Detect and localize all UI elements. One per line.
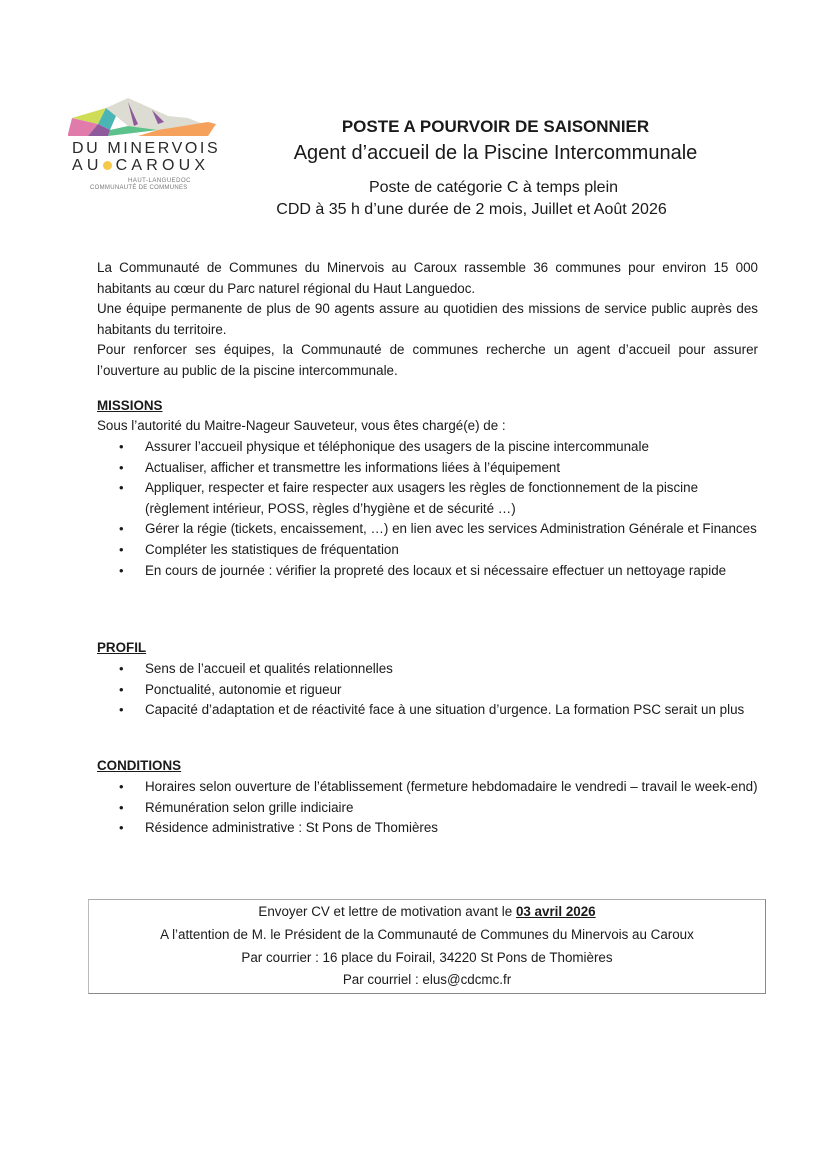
intro-paragraph-1: La Communauté de Communes du Minervois au Caroux rassemble 36 communes pour environ 15 000 habitants au cœur du Parc naturel régional du Haut Languedoc. xyxy=(97,260,758,296)
page-title: POSTE A POURVOIR DE SAISONNIER xyxy=(341,117,650,136)
conditions-list xyxy=(97,777,762,839)
logo-subtitle-region: HAUT-LANGUEDOC xyxy=(128,178,192,184)
logo-text-au: AU xyxy=(72,157,103,174)
list-item: • Rémunération selon grille indiciaire xyxy=(97,798,762,819)
application-deadline-line xyxy=(89,904,765,919)
list-item: • Gérer la régie (tickets, encaissement, …) en lien avec les services Administration Générale et Finances xyxy=(97,519,762,540)
job-title: Agent d’accueil de la Piscine Intercommunale xyxy=(293,142,698,164)
job-category: Poste de catégorie C à temps plein xyxy=(368,179,619,196)
deadline-date: 03 avril 2026 xyxy=(515,904,596,919)
profil-heading: PROFIL xyxy=(97,640,147,655)
logo-text-caroux: CAROUX xyxy=(115,157,210,174)
contract-details: CDD à 35 h d’une durée de 2 mois, Juillet et Août 2026 xyxy=(276,201,667,218)
intro-paragraph-3: Pour renforcer ses équipes, la Communauté de communes recherche un agent d’accueil pour assurer l’ouverture au public de la piscine intercommunale. xyxy=(97,342,758,378)
list-item: • En cours de journée : vérifier la propreté des locaux et si nécessaire effectuer un nettoyage rapide xyxy=(97,561,762,582)
intro-paragraph-2: Une équipe permanente de plus de 90 agents assure au quotidien des missions de service public auprès des habitants du territoire. xyxy=(97,301,758,337)
conditions-heading: CONDITIONS xyxy=(97,758,182,773)
list-item: • Horaires selon ouverture de l’établissement (fermeture hebdomadaire le vendredi – travail le week-end) xyxy=(97,777,762,798)
list-item: • Capacité d’adaptation et de réactivité face à une situation d’urgence. La formation PSC serait un plus xyxy=(97,700,762,721)
list-item: • Actualiser, afficher et transmettre les informations liées à l’équipement xyxy=(97,458,762,479)
application-postal-address: Par courrier : 16 place du Foirail, 34220 St Pons de Thomières xyxy=(241,950,613,965)
logo-subtitle-community: COMMUNAUTÉ DE COMMUNES xyxy=(90,185,188,191)
list-item: • Sens de l’accueil et qualités relationnelles xyxy=(97,659,762,680)
list-item: • Appliquer, respecter et faire respecter aux usagers les règles de fonctionnement de la piscine (règlement intérieur, POSS, règles d’hygiène et de sécurité …) xyxy=(97,478,762,519)
list-item: • Ponctualité, autonomie et rigueur xyxy=(97,680,762,701)
list-item: • Compléter les statistiques de fréquentation xyxy=(97,540,762,561)
application-email[interactable]: Par courriel : elus@cdcmc.fr xyxy=(342,972,512,987)
list-item: • Assurer l’accueil physique et téléphonique des usagers de la piscine intercommunale xyxy=(97,437,762,458)
application-box xyxy=(88,899,766,994)
profil-list xyxy=(97,659,762,721)
intro-section xyxy=(97,258,758,382)
application-instruction: Envoyer CV et lettre de motivation avant le xyxy=(258,904,513,919)
list-item: • Résidence administrative : St Pons de Thomières xyxy=(97,818,762,839)
missions-list xyxy=(97,437,762,581)
application-recipient: A l’attention de M. le Président de la Communauté de Communes du Minervois au Caroux xyxy=(160,927,694,942)
logo-text-line1: DU MINERVOIS xyxy=(72,140,221,157)
missions-intro: Sous l’autorité du Maitre-Nageur Sauveteur, vous êtes chargé(e) de : xyxy=(97,418,506,433)
missions-heading: MISSIONS xyxy=(97,398,163,413)
